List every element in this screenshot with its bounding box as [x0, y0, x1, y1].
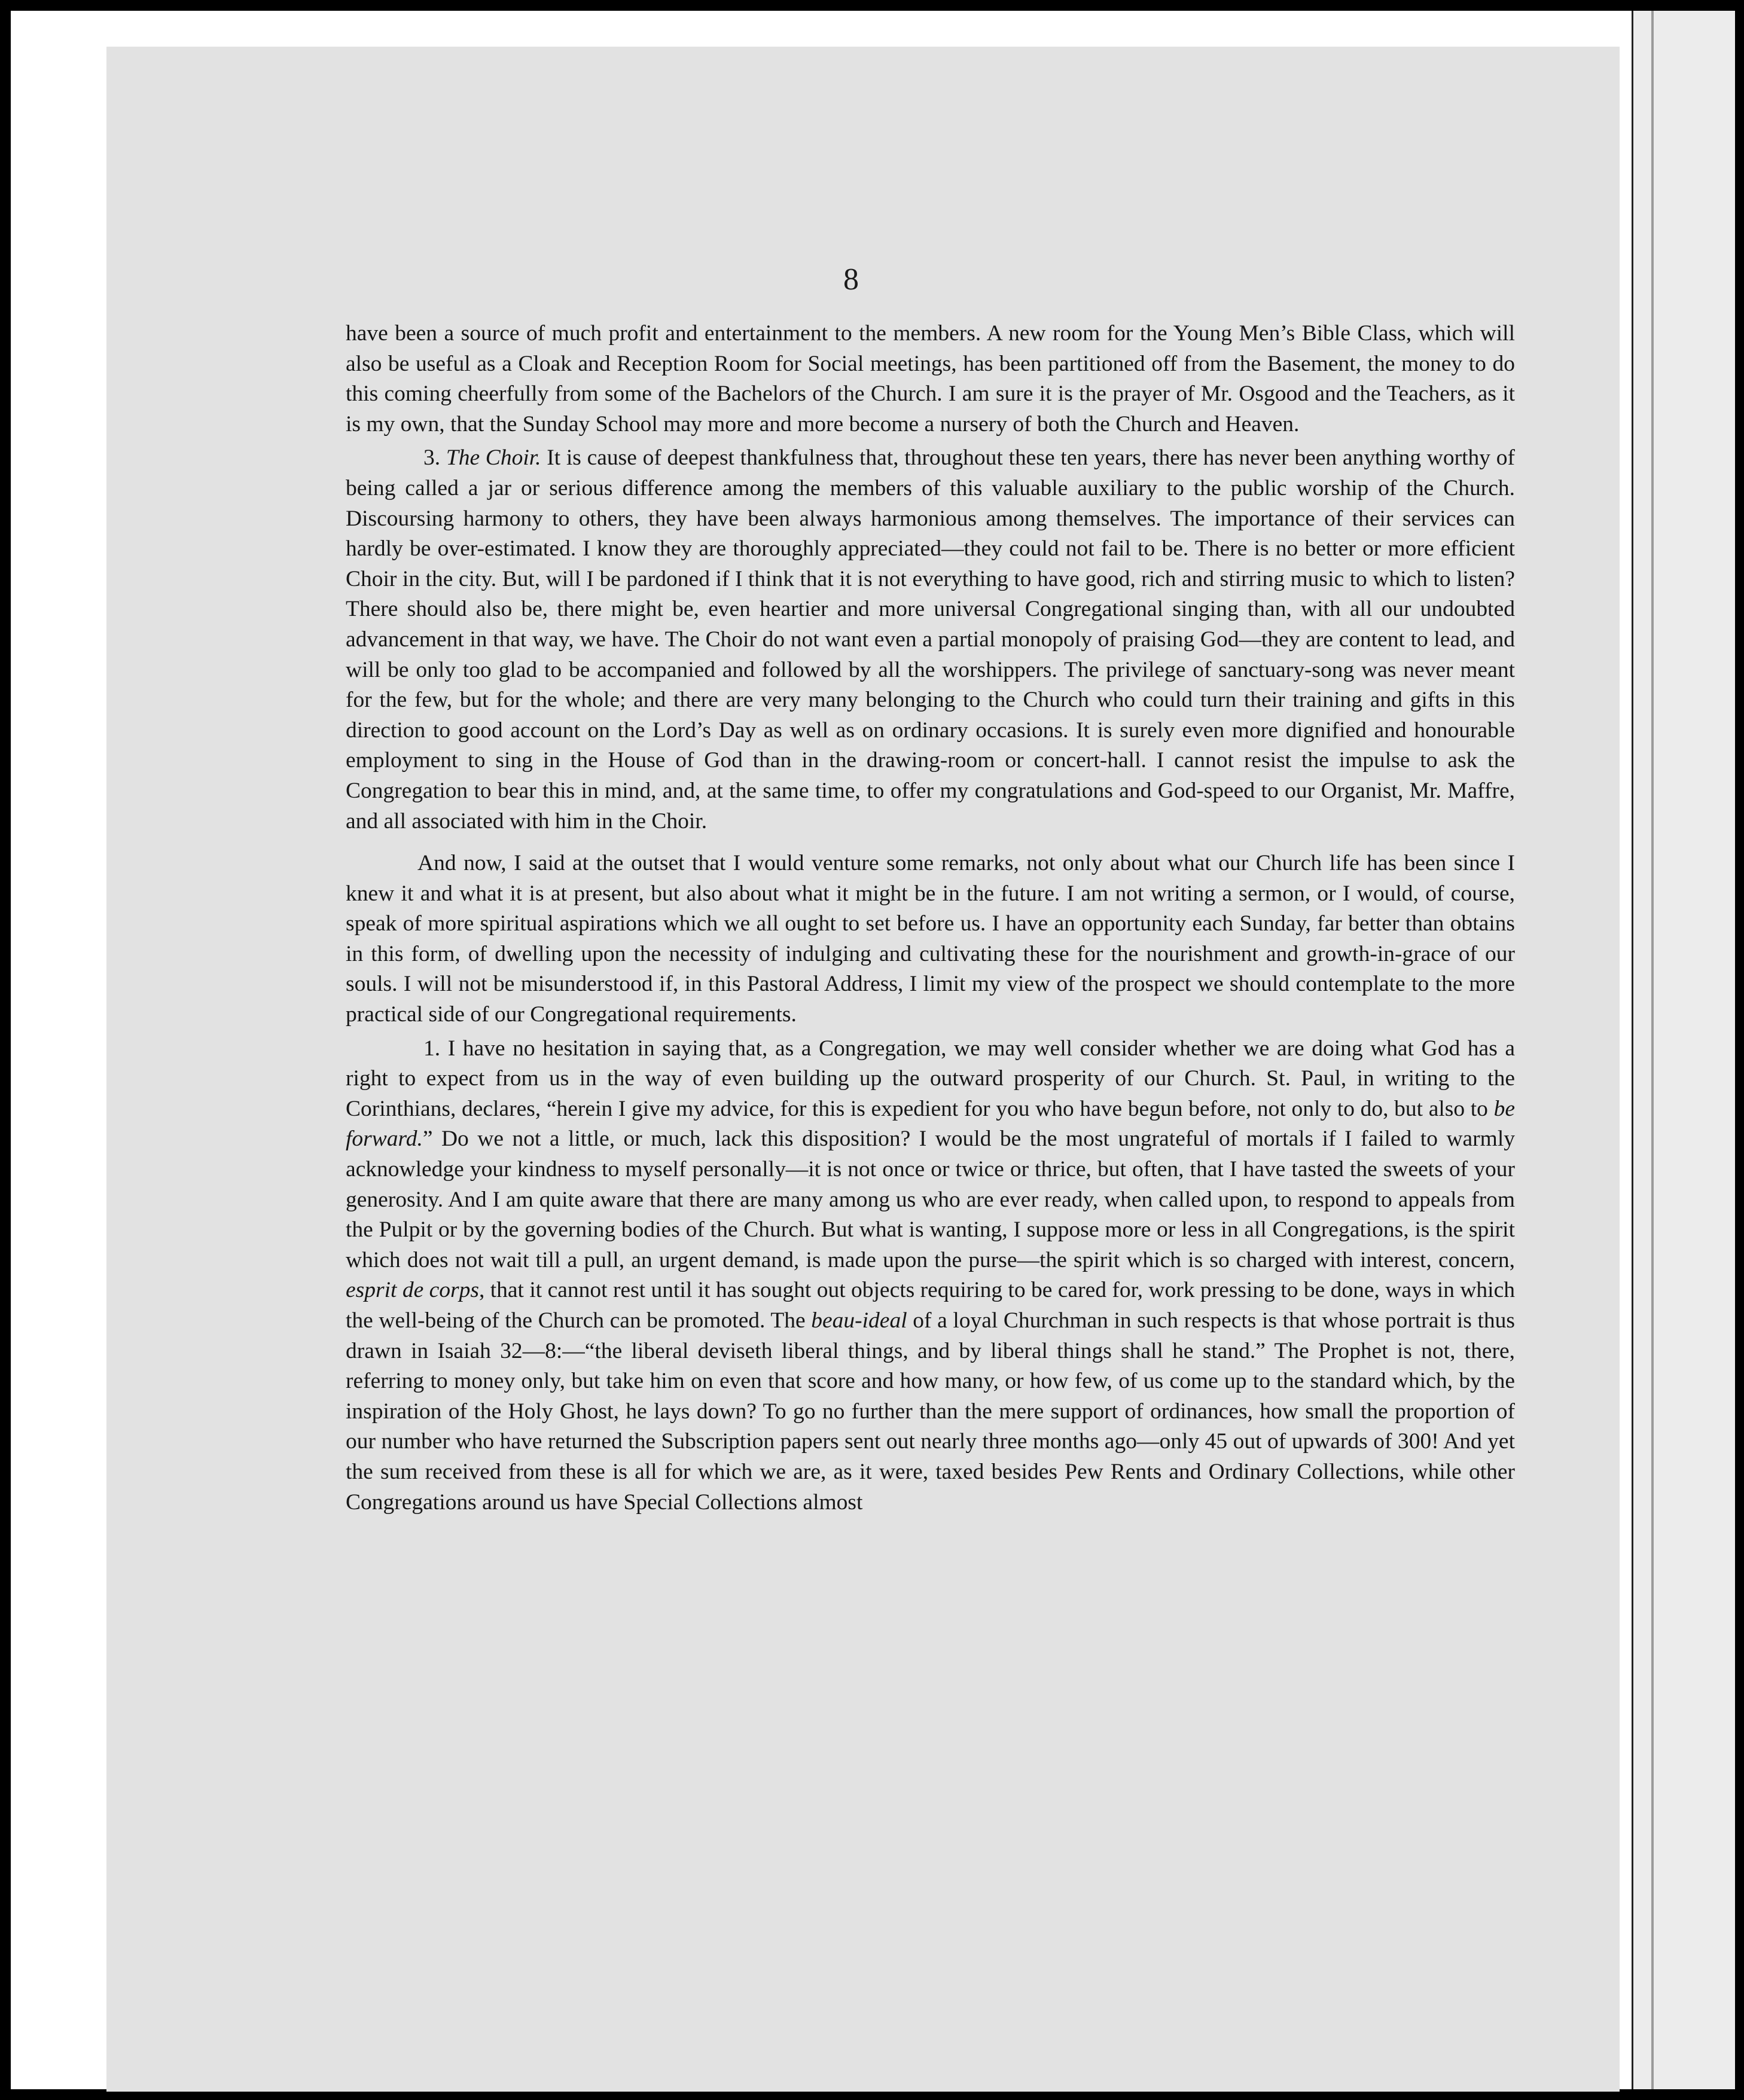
text-segment: of a loyal Churchman in such respects is that whose portrait is thus drawn in Isaiah 32—8:—“the liberal deviseth liberal things, and by liberal things shall he stand.” The Prophet is not, there, referring to money only, but take him on even that score and how many, or how few, of us come up to the standard which, by the inspiration of the Holy Ghost, he lays down? To go no further than the mere support of ordinances, how small the proportion of our number who have returned the Subscription papers sent out nearly three months ago—only 45 out of upwards of 300! And yet the sum received from these is all for which we are, as it were, taxed besides Pew Rents and Ordinary Collections, while other Congregations around us have Special Collections almost: [346, 1308, 1515, 1515]
page-number: 8: [843, 262, 859, 297]
scan-frame: [11, 11, 1733, 2089]
adjacent-page-edge: [1632, 11, 1735, 2089]
text-segment: , that it cannot rest until it has sought out objects requiring to be cared for, work pressing to be done, ways in which the well-being of the Church can be promoted. The: [346, 1278, 1515, 1333]
paragraph-4: [346, 1034, 1515, 1518]
italic-text-segment: beau-ideal: [811, 1308, 907, 1333]
italic-text-segment: esprit de corps: [346, 1278, 479, 1303]
page-edge-line: [1651, 11, 1654, 2089]
text-segment: And now, I said at the outset that I would venture some remarks, not only about what our Church life has been since I knew it and what it is at present, but also about what it might be in the future. I am not writing a sermon, or I would, of course, speak of more spiritual aspirations which we all ought to set before us. I have an opportunity each Sunday, far better than obtains in this form, of dwelling upon the necessity of indulging and cultivating these for the nourishment and growth-in-grace of our souls. I will not be misunderstood if, in this Pastoral Address, I limit my view of the prospect we should contemplate to the more practical side of our Congregational requirements.: [346, 851, 1515, 1027]
text-segment: 1. I have no hesitation in saying that, as a Congregation, we may well consider whether we are doing what God has a right to expect from us in the way of even building up the outward prosperity of our Church. St. Paul, in writing to the Corinthians, declares, “herein I give my advice, for this is expedient for you who have begun before, not only to do, but also to: [346, 1036, 1515, 1121]
text-segment: It is cause of deepest thankfulness that, throughout these ten years, there has never been anything worthy of being called a jar or serious difference among the members of this valuable auxiliary to the public worship of the Church. Discoursing harmony to others, they have been always harmonious among themselves. The importance of their services can hardly be over-estimated. I know they are thoroughly appreciated—they could not fail to be. There is no better or more efficient Choir in the city. But, will I be pardoned if I think that it is not everything to have good, rich and stirring music to which to listen? There should also be, there might be, even heartier and more universal Congregational singing than, with all our undoubted advancement in that way, we have. The Choir do not want even a partial monopoly of praising God—they are content to lead, and will be only too glad to be accompanied and followed by all the worshippers. The privilege of sanctuary-song was never meant for the few, but for the whole; and there are very many belonging to the Church who could turn their training and gifts in this direction to good account on the Lord’s Day as well as on ordinary occasions. It is surely even more dignified and honourable employment to sing in the House of God than in the drawing-room or concert-hall. I cannot resist the impulse to ask the Congregation to bear this in mind, and, at the same time, to offer my congratulations and God-speed to our Organist, Mr. Maffre, and all associated with him in the Choir.: [346, 445, 1515, 834]
paragraph-2-choir: [346, 443, 1515, 837]
body-text: [346, 319, 1515, 1518]
italic-text-segment: be forward.: [346, 1096, 1515, 1152]
paragraph-1: [346, 319, 1515, 439]
paragraph-3: [346, 848, 1515, 1030]
text-segment: 3.: [423, 445, 446, 471]
text-segment: have been a source of much profit and entertainment to the members. A new room for the Young Men’s Bible Class, which will also be useful as a Cloak and Reception Room for Social meetings, has been partitioned off from the Basement, the money to do this coming cheerfully from some of the Bachelors of the Church. I am sure it is the prayer of Mr. Osgood and the Teachers, as it is my own, that the Sunday School may more and more become a nursery of both the Church and Heaven.: [346, 321, 1515, 437]
text-segment: ” Do we not a little, or much, lack this disposition? I would be the most ungrateful of mortals if I failed to warmly acknowledge your kindness to myself personally—it is not once or twice or thrice, but often, that I have tasted the sweets of your generosity. And I am quite aware that there are many among us who are ever ready, when called upon, to respond to appeals from the Pulpit or by the governing bodies of the Church. But what is wanting, I suppose more or less in all Congregations, is the spirit which does not wait till a pull, an urgent demand, is made upon the purse—the spirit which is so charged with interest, concern,: [346, 1127, 1515, 1272]
italic-text-segment: The Choir.: [446, 445, 541, 471]
document-page: [106, 47, 1620, 2092]
